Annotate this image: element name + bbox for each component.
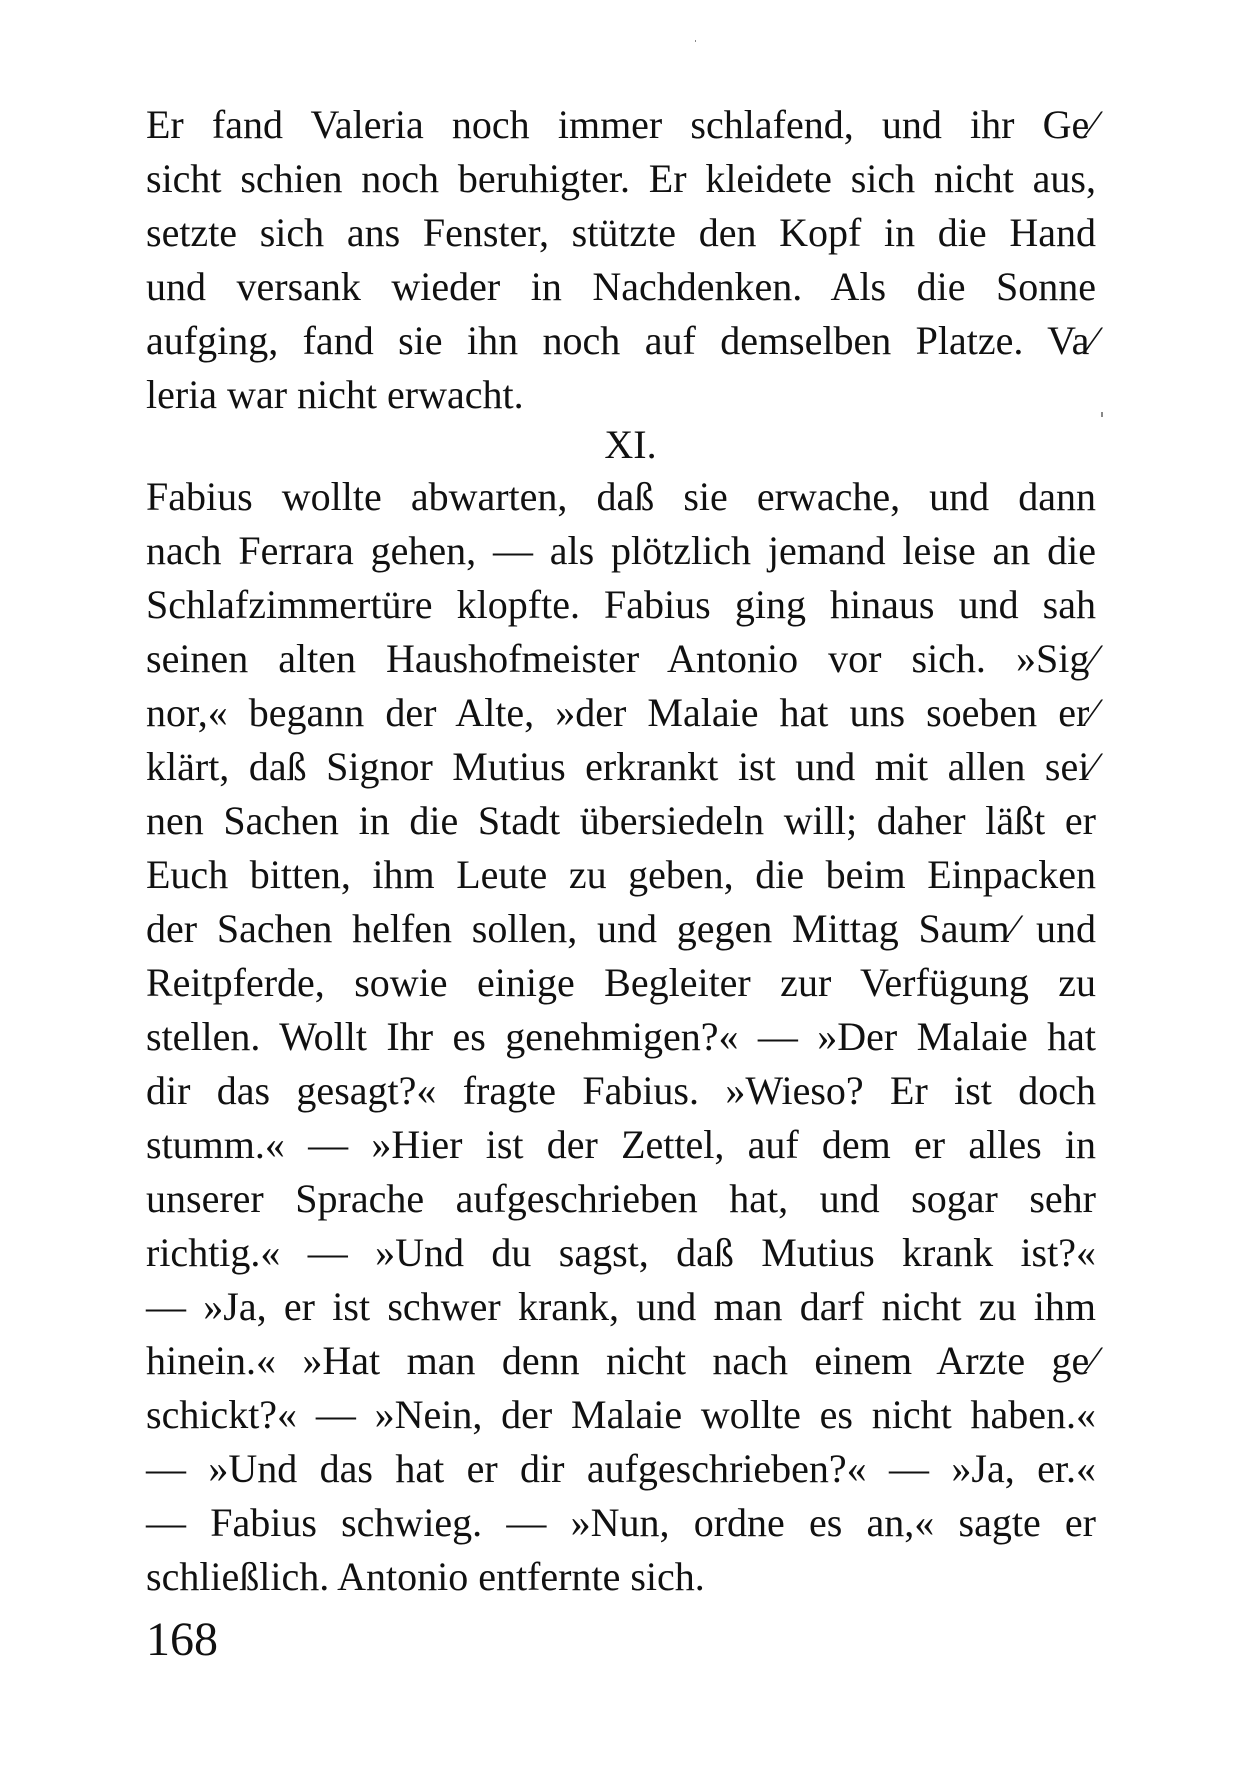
text-line: — »Ja, er ist schwer krank, und man darf nicht zu ihm <box>146 1284 1096 1329</box>
text-line: stellen. Wollt Ihr es genehmigen?« — »Der Malaie hat <box>146 1014 1096 1059</box>
text-line: unserer Sprache aufgeschrieben hat, und sogar sehr <box>146 1176 1096 1221</box>
text-line: der Sachen helfen sollen, und gegen Mittag Saum⁄ und <box>146 906 1096 951</box>
page-number: 168 <box>146 1613 218 1666</box>
paragraph-2 <box>146 470 1096 1604</box>
text-line: Schlafzimmertüre klopfte. Fabius ging hinaus und sah <box>146 582 1096 627</box>
scan-speck <box>1101 412 1103 417</box>
text-line: leria war nicht erwacht. <box>146 372 524 417</box>
text-line: nach Ferrara gehen, — als plötzlich jemand leise an die <box>146 528 1096 573</box>
text-line: — »Und das hat er dir aufgeschrieben?« — »Ja, er.« <box>146 1446 1096 1491</box>
text-line: seinen alten Haushofmeister Antonio vor sich. »Sig⁄ <box>146 636 1096 681</box>
paragraph-1 <box>146 98 1096 422</box>
text-line: Er fand Valeria noch immer schlafend, und ihr Ge⁄ <box>146 102 1096 147</box>
text-line: aufging, fand sie ihn noch auf demselben Platze. Va⁄ <box>146 318 1096 363</box>
text-line: Reitpferde, sowie einige Begleiter zur Verfügung zu <box>146 960 1096 1005</box>
text-line: und versank wieder in Nachdenken. Als die Sonne <box>146 264 1096 309</box>
text-line: hinein.« »Hat man denn nicht nach einem Arzte ge⁄ <box>146 1338 1096 1383</box>
text-line: setzte sich ans Fenster, stützte den Kopf in die Hand <box>146 210 1096 255</box>
text-line: nen Sachen in die Stadt übersiedeln will; daher läßt er <box>146 798 1096 843</box>
scan-speck <box>695 40 696 42</box>
text-line: sicht schien noch beruhigter. Er kleidete sich nicht aus, <box>146 156 1096 201</box>
text-line: richtig.« — »Und du sagst, daß Mutius krank ist?« <box>146 1230 1096 1275</box>
chapter-heading: XI. <box>604 422 657 467</box>
text-line: schließlich. Antonio entfernte sich. <box>146 1554 705 1599</box>
text-line: — Fabius schwieg. — »Nun, ordne es an,« sagte er <box>146 1500 1096 1545</box>
text-line: Euch bitten, ihm Leute zu geben, die beim Einpacken <box>146 852 1096 897</box>
text-line: klärt, daß Signor Mutius erkrankt ist und mit allen sei⁄ <box>146 744 1096 789</box>
text-line: schickt?« — »Nein, der Malaie wollte es nicht haben.« <box>146 1392 1096 1437</box>
text-line: dir das gesagt?« fragte Fabius. »Wieso? Er ist doch <box>146 1068 1096 1113</box>
text-line: nor,« begann der Alte, »der Malaie hat uns soeben er⁄ <box>146 690 1096 735</box>
text-line: Fabius wollte abwarten, daß sie erwache, und dann <box>146 474 1096 519</box>
text-line: stumm.« — »Hier ist der Zettel, auf dem er alles in <box>146 1122 1096 1167</box>
